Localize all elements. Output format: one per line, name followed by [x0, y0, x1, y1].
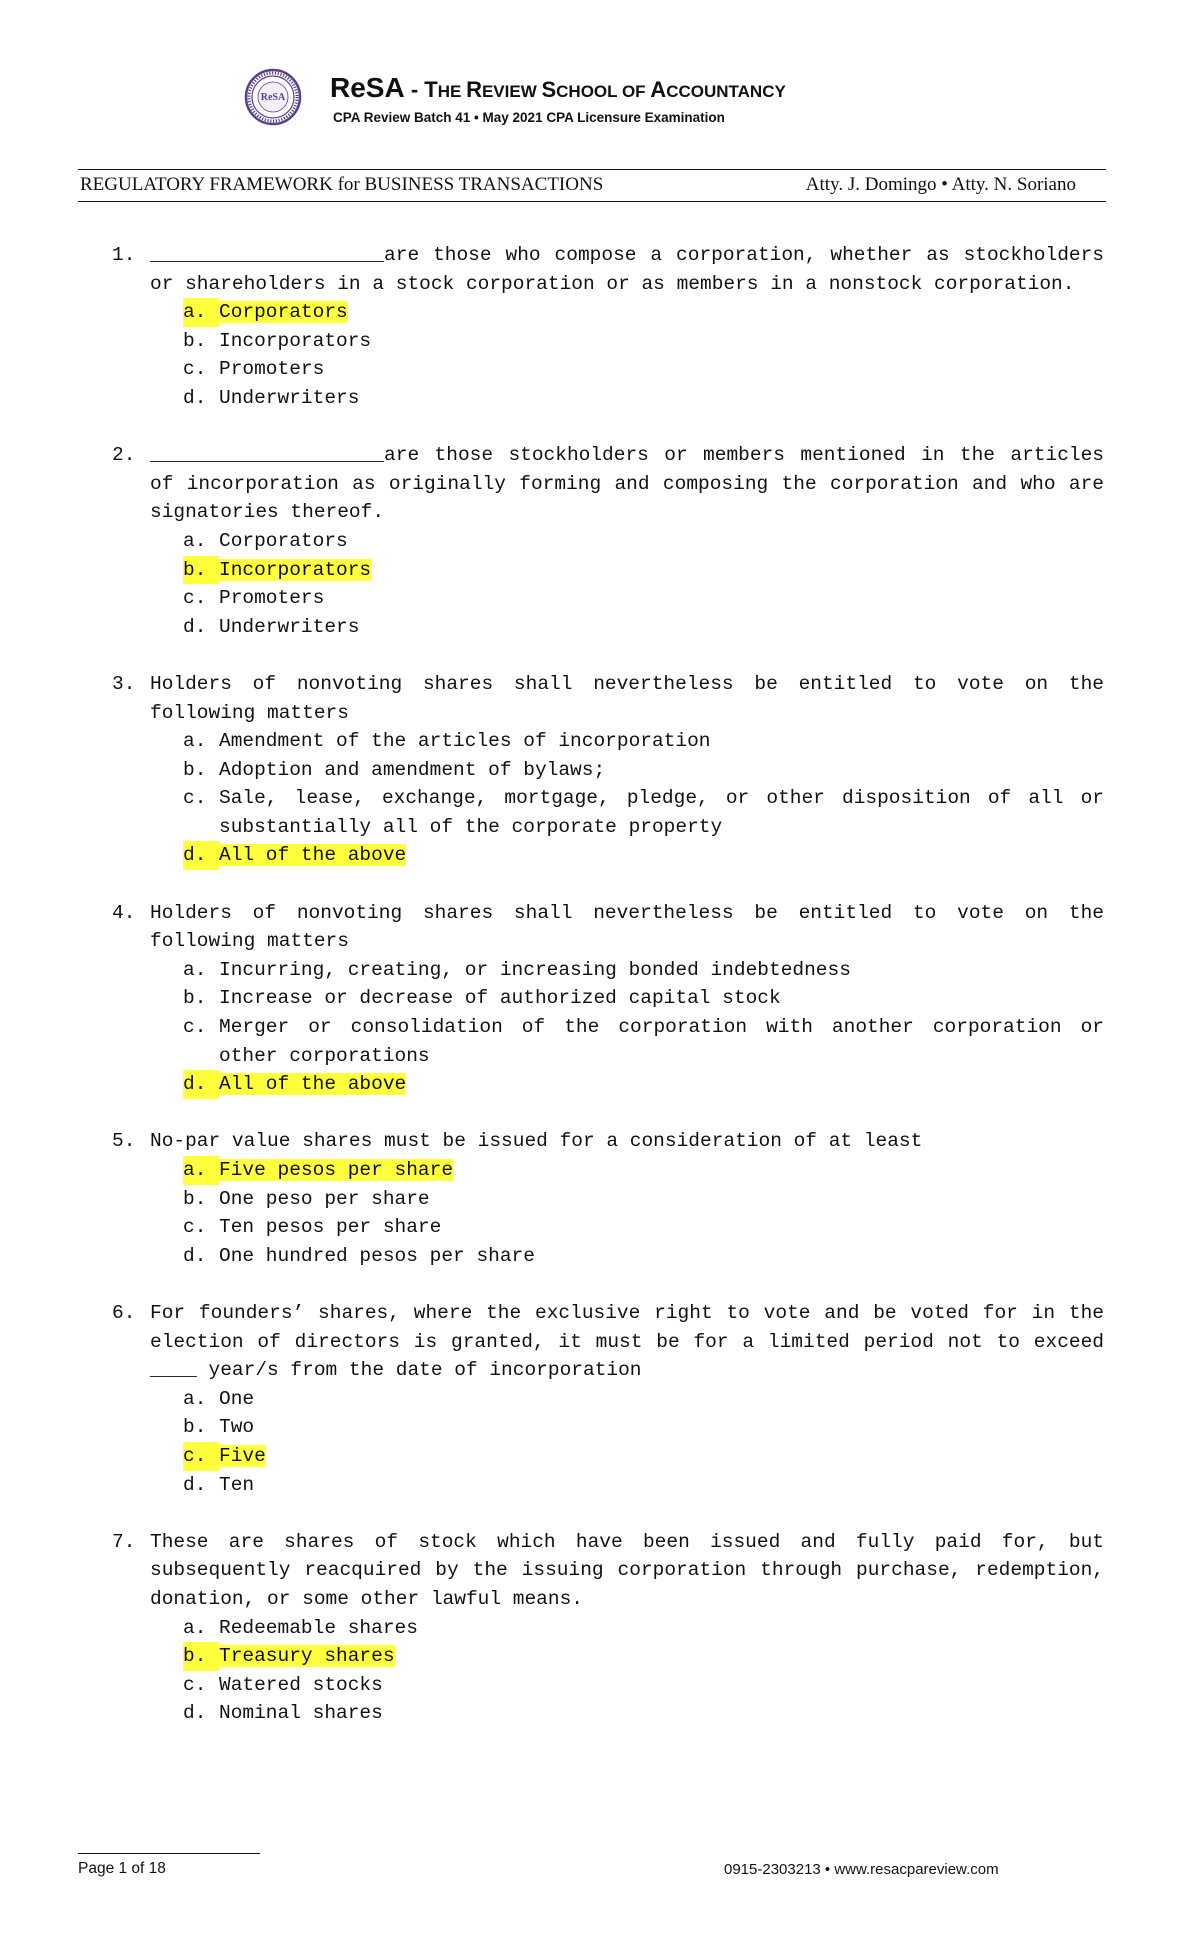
answer-option — [183, 1242, 1104, 1271]
answer-options — [183, 1385, 1104, 1499]
option-text-wrap — [219, 355, 1104, 384]
option-letter: c. — [183, 587, 207, 610]
option-text-wrap — [219, 1471, 1104, 1500]
option-text: Incurring, creating, or increasing bonded indebtedness — [219, 958, 851, 981]
option-letter: d. — [183, 1070, 219, 1099]
question-text: Holders of nonvoting shares shall nevertheless be entitled to vote on the following matters — [150, 672, 1116, 724]
option-letter: b. — [183, 1416, 207, 1439]
option-text: Incorporators — [219, 329, 372, 352]
option-letter: c. — [183, 1216, 207, 1239]
question-stem — [112, 1528, 1116, 1614]
question-number: 5. — [112, 1130, 136, 1153]
option-text-wrap — [219, 327, 1104, 356]
title-dash: - — [404, 77, 425, 102]
question-number: 3. — [112, 672, 136, 695]
option-text-wrap — [219, 1385, 1104, 1414]
option-text: One hundred pesos per share — [219, 1244, 535, 1267]
question-number: 2. — [112, 444, 136, 467]
answer-options — [183, 527, 1104, 641]
header-rule-top — [78, 169, 1106, 170]
answer-option-highlighted — [183, 841, 1104, 870]
title-word-review: REVIEW — [466, 77, 542, 102]
footer-rule — [78, 1853, 260, 1854]
batch-subtitle: CPA Review Batch 41 • May 2021 CPA Licensure Examination — [333, 110, 725, 125]
answer-option — [183, 756, 1104, 785]
option-letter: c. — [183, 358, 207, 381]
brand-name: ReSA — [330, 72, 405, 103]
question-item — [112, 1299, 1116, 1499]
option-text-wrap — [219, 1213, 1104, 1242]
school-title — [330, 72, 786, 104]
answer-option — [183, 355, 1104, 384]
option-text: Treasury shares — [219, 1645, 395, 1668]
option-letter: d. — [183, 1244, 207, 1267]
option-letter: d. — [183, 841, 219, 870]
question-item — [112, 899, 1116, 1099]
option-text-wrap — [219, 584, 1104, 613]
option-text-wrap — [219, 527, 1104, 556]
footer-contact: 0915-2303213 • www.resacpareview.com — [724, 1861, 999, 1878]
question-list — [112, 241, 1116, 1756]
option-text-wrap — [219, 1614, 1104, 1643]
answer-option-highlighted — [183, 1156, 1104, 1185]
question-item — [112, 441, 1116, 641]
option-letter: d. — [183, 1473, 207, 1496]
option-text: Adoption and amendment of bylaws; — [219, 758, 606, 781]
option-text-wrap — [219, 1642, 1104, 1671]
option-text-wrap — [219, 1185, 1104, 1214]
option-text-wrap — [219, 1442, 1104, 1471]
option-letter: b. — [183, 1642, 219, 1671]
option-text-wrap — [219, 1242, 1104, 1271]
question-text: Holders of nonvoting shares shall nevertheless be entitled to vote on the following matters — [150, 901, 1116, 953]
option-text-wrap — [219, 1413, 1104, 1442]
question-item — [112, 1127, 1104, 1270]
question-text: These are shares of stock which have been issued and fully paid for, but subsequently reacquired by the issuing corporation through purchase, redemption, donation, or some other lawful means. — [150, 1530, 1116, 1610]
option-text-wrap — [219, 956, 1104, 985]
option-text: Promoters — [219, 358, 325, 381]
option-text: Sale, lease, exchange, mortgage, pledge, or other disposition of all or substantially all of the corporate property — [219, 787, 1104, 838]
option-text: Redeemable shares — [219, 1616, 418, 1639]
option-text-wrap — [219, 1156, 1104, 1185]
title-word-the: THE — [424, 77, 467, 102]
option-text: Merger or consolidation of the corporation with another corporation or other corporations — [219, 1016, 1104, 1067]
answer-option — [183, 956, 1104, 985]
option-text: Underwriters — [219, 615, 360, 638]
option-text-wrap — [219, 1070, 1104, 1099]
option-letter: d. — [183, 386, 207, 409]
answer-option — [183, 727, 1104, 756]
question-text: No-par value shares must be issued for a consideration of at least — [150, 1130, 923, 1153]
option-letter: a. — [183, 958, 207, 981]
answer-option — [183, 1471, 1104, 1500]
page-number: Page 1 of 18 — [78, 1860, 166, 1877]
option-text-wrap — [219, 1699, 1104, 1728]
option-letter: a. — [183, 298, 219, 327]
option-letter: b. — [183, 1187, 207, 1210]
option-letter: b. — [183, 556, 219, 585]
option-text-wrap — [219, 613, 1104, 642]
resa-seal-logo — [244, 68, 302, 126]
question-text: ____________________are those who compose a corporation, whether as stockholders or shareholders in a stock corporation or as members in a nonstock corporation. — [150, 244, 1116, 295]
answer-option — [183, 1385, 1104, 1414]
answer-option — [183, 784, 1104, 841]
title-word-school: SCHOOL OF — [541, 77, 651, 102]
option-letter: b. — [183, 758, 207, 781]
option-letter: c. — [183, 1442, 219, 1471]
question-stem — [112, 1127, 1104, 1156]
question-number: 1. — [112, 244, 136, 266]
option-text-wrap — [219, 727, 1104, 756]
question-number: 7. — [112, 1530, 136, 1553]
answer-option — [183, 584, 1104, 613]
title-word-accountancy: ACCOUNTANCY — [650, 77, 786, 102]
answer-option — [183, 1185, 1104, 1214]
option-text: One peso per share — [219, 1187, 430, 1210]
answer-option — [183, 1213, 1104, 1242]
question-text: For founders’ shares, where the exclusive right to vote and be voted for in the election of directors is granted, it must be for a limited period not to exceed ____ year/s from the date of incorporation — [150, 1301, 1116, 1382]
option-text-wrap — [219, 384, 1104, 413]
option-text-wrap — [219, 756, 1104, 785]
option-text: Watered stocks — [219, 1673, 383, 1696]
option-text: Ten — [219, 1473, 255, 1496]
question-item — [112, 670, 1116, 870]
answer-option-highlighted — [183, 298, 1104, 327]
question-stem — [112, 899, 1116, 956]
answer-option — [183, 1413, 1104, 1442]
option-letter: b. — [183, 987, 207, 1010]
option-letter: c. — [183, 1673, 207, 1696]
answer-option — [183, 327, 1104, 356]
option-text: Five — [219, 1444, 266, 1467]
page-header — [244, 68, 944, 132]
answer-option-highlighted — [183, 556, 1104, 585]
option-text-wrap — [219, 298, 1104, 327]
option-text: Incorporators — [219, 558, 372, 581]
option-text: One — [219, 1387, 255, 1410]
answer-option — [183, 384, 1104, 413]
option-text: All of the above — [219, 1073, 407, 1096]
option-text-wrap — [219, 556, 1104, 585]
option-text: Ten pesos per share — [219, 1216, 442, 1239]
answer-option — [183, 984, 1104, 1013]
authors: Atty. J. Domingo • Atty. N. Soriano — [805, 174, 1076, 195]
answer-options — [183, 727, 1104, 870]
option-letter: b. — [183, 329, 207, 352]
question-stem — [112, 670, 1116, 727]
answer-option — [183, 1013, 1104, 1070]
answer-option — [183, 527, 1104, 556]
option-text: Corporators — [219, 529, 348, 552]
option-text: Five pesos per share — [219, 1159, 454, 1181]
option-text: Increase or decrease of authorized capital stock — [219, 987, 781, 1010]
question-item — [112, 241, 1116, 413]
question-text: ____________________are those stockholders or members mentioned in the articles of incorporation as originally forming and composing the corporation and who are signatories thereof. — [150, 444, 1116, 524]
option-text: Nominal shares — [219, 1702, 383, 1725]
question-stem — [112, 441, 1116, 527]
option-letter: c. — [183, 1016, 207, 1039]
option-text-wrap — [219, 1013, 1104, 1070]
option-letter: d. — [183, 615, 207, 638]
answer-option — [183, 1614, 1104, 1643]
option-text: Amendment of the articles of incorporation — [219, 730, 711, 753]
header-rule-bottom — [78, 201, 1106, 202]
answer-option-highlighted — [183, 1442, 1104, 1471]
option-letter: a. — [183, 1156, 219, 1185]
answer-options — [183, 956, 1104, 1099]
question-number: 6. — [112, 1301, 136, 1324]
option-letter: d. — [183, 1702, 207, 1725]
answer-options — [183, 1156, 1104, 1270]
option-letter: a. — [183, 529, 207, 552]
subject-title: REGULATORY FRAMEWORK for BUSINESS TRANSACTIONS — [80, 174, 604, 195]
option-text: Corporators — [219, 301, 348, 324]
option-letter: a. — [183, 1387, 207, 1410]
option-letter: c. — [183, 787, 207, 810]
option-text: All of the above — [219, 844, 407, 867]
question-item — [112, 1528, 1116, 1728]
question-number: 4. — [112, 901, 136, 924]
answer-option — [183, 1699, 1104, 1728]
answer-options — [183, 1614, 1104, 1728]
answer-option — [183, 613, 1104, 642]
option-text: Underwriters — [219, 386, 360, 409]
option-letter: a. — [183, 1616, 207, 1639]
option-text: Promoters — [219, 587, 325, 610]
question-stem — [112, 241, 1116, 298]
option-text-wrap — [219, 841, 1104, 870]
answer-option-highlighted — [183, 1070, 1104, 1099]
option-text-wrap — [219, 784, 1104, 841]
svg-text:ReSA: ReSA — [260, 92, 286, 103]
option-text-wrap — [219, 984, 1104, 1013]
answer-option-highlighted — [183, 1642, 1104, 1671]
question-stem — [112, 1299, 1116, 1385]
option-text: Two — [219, 1416, 255, 1439]
answer-option — [183, 1671, 1104, 1700]
option-text-wrap — [219, 1671, 1104, 1700]
answer-options — [183, 298, 1104, 412]
option-letter: a. — [183, 730, 207, 753]
